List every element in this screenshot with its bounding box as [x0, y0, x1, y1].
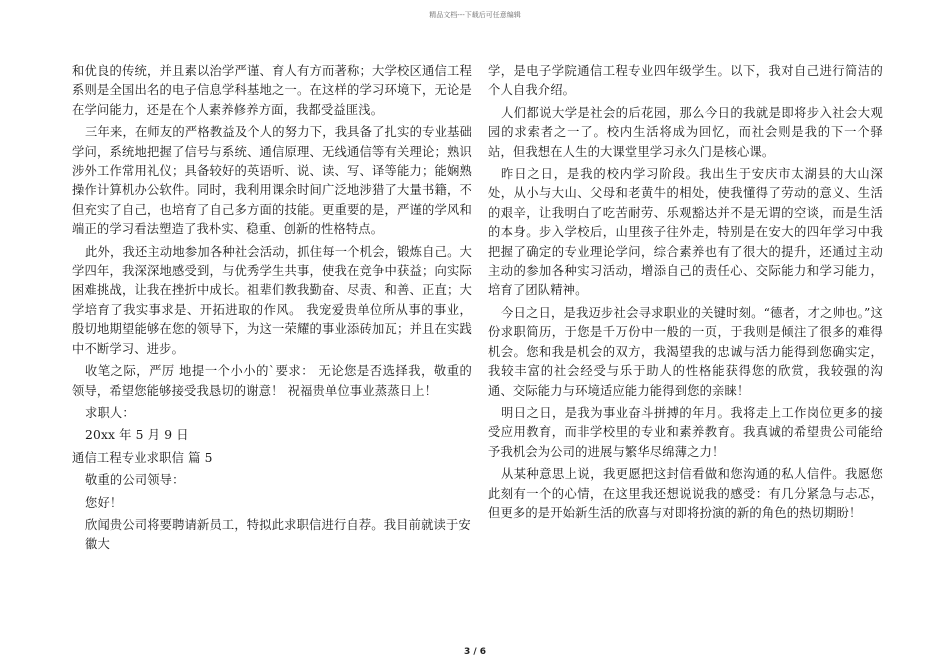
paragraph: 明日之日，是我为事业奋斗拼搏的年月。我将走上工作岗位更多的接受应用教育，而非学校里的专业和素养教育。我真诚的希望贵公司能给予我机会为公司的进展与繁华尽绵薄之力！ [488, 405, 883, 459]
paragraph: 此外，我还主动地参加各种社会活动，抓住每一个机会，锻炼自己。大学四年，我深深地感受到，与优秀学生共事，使我在竞争中获益；向实际困难挑战，让我在挫折中成长。祖辈们教我勤奋、尽责、和善、正直；大学培育了我实事求是、开拓进取的作风。 我宠爱贵单位所从事的事业，殷切地期望能够在您的领导下，为这一荣耀的事业添砖加瓦；并且在实践中不断学习、进步。 [72, 244, 472, 356]
paragraph: 今日之日，是我迈步社会寻求职业的关键时刻。“德者，才之帅也。”这份求职简历，于您是千万份中一般的一页，于我则是倾注了很多的难得机会。您和我是机会的双方，我渴望我的忠诚与活力能得到您确实定，我较丰富的社会经受与乐于助人的性格能获得您的欣赏，我较强的沟通、交际能力与环境适应能力能得到您的亲睐！ [488, 305, 883, 398]
right-column [488, 62, 883, 526]
left-column [72, 62, 472, 558]
paragraph: 人们都说大学是社会的后花园，那么今日的我就是即将步入社会大观园的求索者之一了。校内生活将成为回忆，而社会则是我的下一个驿站，但我想在人生的大课堂里学习永久门是核心课。 [488, 105, 883, 159]
paragraph: 昨日之日，是我的校内学习阶段。我出生于安庆市太湖县的大山深处，从小与大山、父母和老黄牛的相处，使我懂得了劳动的意义、生活的艰辛，让我明白了吃苦耐劳、乐观豁达并不是无谓的空谈，而是生活的本身。步入学校后，山里孩子往外走，特别是在安大的四年学习中我把握了确定的专业理论学问，综合素养也有了很大的提升，还通过主动主动的参加各种实习活动，增添自己的责任心、交际能力和学习能力，培育了团队精神。 [488, 167, 883, 298]
page-header: 精品文档---下载后可任意编辑 [429, 11, 521, 19]
paragraph: 和优良的传统，并且素以治学严谨、育人有方而著称；大学校区通信工程系则是全国出名的电子信息学科基地之一。在这样的学习环境下，无论是在学问能力，还是在个人素养修养方面，我都受益匪浅。 [72, 64, 472, 117]
section-title: 通信工程专业求职信 篇 5 [72, 450, 213, 465]
paragraph: 三年来，在师友的严格教益及个人的努力下，我具备了扎实的专业基础学问，系统地把握了信号与系统、通信原理、无线通信等有关理论；熟识涉外工作常用礼仪；具备较好的英语听、说、读、写、译等能力；能娴熟操作计算机办公软件。同时，我利用课余时间广泛地涉猎了大量书籍，不但充实了自己，也培育了自己多方面的技能。更重要的是，严谨的学风和端正的学习看法塑造了我朴实、稳重、创新的性格特点。 [72, 125, 472, 237]
greeting: 您好！ [85, 495, 123, 510]
paragraph: 学，是电子学院通信工程专业四年级学生。以下，我对自己进行简洁的个人自我介绍。 [488, 64, 883, 98]
salutation: 敬重的公司领导： [85, 473, 185, 488]
letter-date: 20xx 年 5 月 9 日 [85, 428, 189, 443]
page-number: 3 / 6 [463, 647, 487, 657]
paragraph: 欣闻贵公司将要聘请新员工，特拟此求职信进行自荐。我目前就读于安徽大 [85, 517, 471, 552]
signature-label: 求职人： [85, 405, 135, 420]
paragraph: 收笔之际，严厉 地提一个小小的`要求： 无论您是否选择我，敬重的领导，希望您能够接受我恳切的谢意！ 祝福贵单位事业蒸蒸日上！ [72, 364, 472, 398]
paragraph: 从某种意思上说，我更愿把这封信看做和您沟通的私人信件。我愿您此刻有一个的心情，在这里我还想说说我的感受：有几分紧急与忐忑，但更多的是开始新生活的欣喜与对即将扮演的新的角色的热切期盼！ [488, 467, 883, 520]
